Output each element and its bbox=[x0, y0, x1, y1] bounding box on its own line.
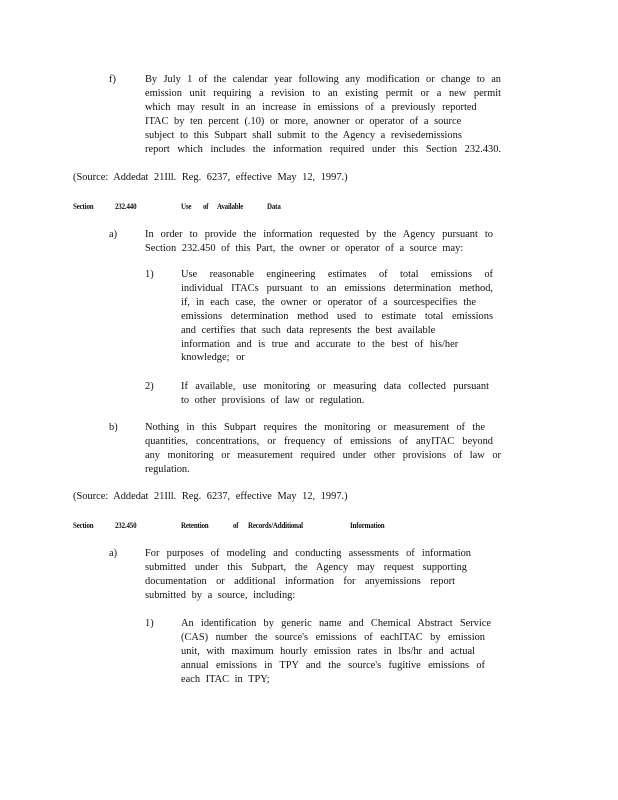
text-line: For purposes of modeling and conducting assessments of information bbox=[145, 548, 471, 559]
text-line: report which includes the information required under this Section 232.430. bbox=[145, 143, 501, 155]
text-line: ITAC by ten percent (.10) or more, anowner or operator of a source bbox=[145, 115, 462, 127]
text-line: submitted under this Subpart, the Agency may request supporting bbox=[145, 561, 467, 573]
paragraph-a bbox=[145, 547, 471, 603]
section-number: 232.450 bbox=[115, 521, 137, 530]
item-label-1: 1) bbox=[145, 618, 154, 629]
section-title-word: Records/Additional bbox=[248, 521, 303, 530]
paragraph-f bbox=[145, 73, 501, 156]
text-line: any monitoring or measurement required under other provisions of law or bbox=[145, 449, 501, 461]
section-title-word: Use bbox=[181, 202, 192, 211]
text-line: annual emissions in TPY and the source's fugitive emissions of bbox=[181, 659, 485, 671]
text-line: submitted by a source, including: bbox=[145, 589, 296, 601]
paragraph-2 bbox=[181, 380, 493, 408]
text-line: to other provisions of law or regulation. bbox=[181, 394, 365, 406]
text-line: Use reasonable engineering estimates of total emissions of bbox=[181, 269, 493, 280]
section-title-word: Information bbox=[350, 521, 385, 530]
text-line: If available, use monitoring or measuring data collected pursuant bbox=[181, 381, 489, 392]
item-label-2: 2) bbox=[145, 381, 154, 392]
text-line: information and is true and accurate to the best of his/her bbox=[181, 338, 459, 350]
text-line: emissions determination method used to estimate total emissions bbox=[181, 310, 493, 322]
text-line: quantities, concentrations, or frequency of emissions of anyITAC beyond bbox=[145, 435, 493, 447]
item-label-a: a) bbox=[109, 229, 118, 240]
section-title-word: Available bbox=[217, 202, 244, 211]
section-word: Section bbox=[73, 521, 94, 530]
text-line: By July 1 of the calendar year following any modification or change to an bbox=[145, 74, 501, 85]
text-line: (CAS) number the source's emissions of eachITAC by emission bbox=[181, 631, 485, 643]
paragraph-1 bbox=[181, 617, 491, 687]
text-line: emission unit requiring a revision to an existing permit or a new permit bbox=[145, 87, 501, 99]
paragraph-1 bbox=[181, 268, 493, 365]
text-line: Section 232.450 of this Part, the owner or operator of a source may: bbox=[145, 242, 464, 254]
section-title-word: of bbox=[233, 521, 239, 530]
text-line: subject to this Subpart shall submit to the Agency a revisedemissions bbox=[145, 129, 462, 141]
text-line: knowledge; or bbox=[181, 352, 245, 364]
paragraph-a bbox=[145, 228, 493, 256]
source-note: (Source: Addedat 21Ill. Reg. 6237, effective May 12, 1997.) bbox=[73, 491, 348, 502]
text-line: In order to provide the information requested by the Agency pursuant to bbox=[145, 229, 493, 240]
section-word: Section bbox=[73, 202, 94, 211]
text-line: documentation or additional information for anyemissions report bbox=[145, 575, 455, 587]
source-note: (Source: Addedat 21Ill. Reg. 6237, effective May 12, 1997.) bbox=[73, 172, 348, 183]
item-label-a: a) bbox=[109, 548, 118, 559]
text-line: which may result in an increase in emissions of a previously reported bbox=[145, 101, 477, 113]
text-line: if, in each case, the owner or operator of a sourcespecifies the bbox=[181, 296, 476, 308]
section-title-word: of bbox=[203, 202, 209, 211]
item-label-1: 1) bbox=[145, 269, 154, 280]
section-title-word: Retention bbox=[181, 521, 209, 530]
paragraph-b bbox=[145, 421, 501, 477]
item-label-b: b) bbox=[109, 422, 118, 433]
text-line: and certifies that such data represents the best available bbox=[181, 324, 436, 336]
text-line: Nothing in this Subpart requires the monitoring or measurement of the bbox=[145, 422, 485, 433]
text-line: unit, with maximum hourly emission rates in lbs/hr and actual bbox=[181, 645, 475, 657]
text-line: individual ITACs pursuant to an emissions determination method, bbox=[181, 282, 493, 294]
section-number: 232.440 bbox=[115, 202, 137, 211]
text-line: each ITAC in TPY; bbox=[181, 673, 270, 685]
item-label-f: f) bbox=[109, 74, 116, 85]
text-line: An identification by generic name and Chemical Abstract Service bbox=[181, 618, 491, 629]
text-line: regulation. bbox=[145, 463, 190, 475]
section-title-word: Data bbox=[267, 202, 281, 211]
